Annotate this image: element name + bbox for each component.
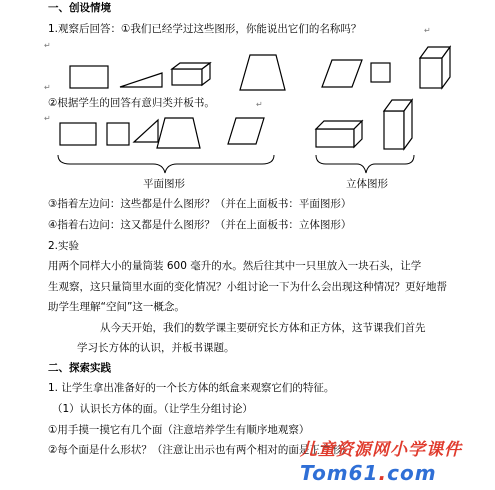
triangle-shape xyxy=(120,73,162,87)
experiment-line-5: 学习长方体的认识，并板书课题。 xyxy=(77,342,235,354)
paragraph-mark: ↵ xyxy=(44,114,51,123)
experiment-line-3: 助学生理解“空间”这一概念。 xyxy=(48,301,185,313)
question-2: ②根据学生的回答有意归类并板书。 xyxy=(48,97,215,109)
cuboid-shape xyxy=(172,63,210,85)
cube-shape xyxy=(420,47,450,88)
section2-line-1: 1. 让学生拿出准备好的一个长方体的纸盒来观察它们的特征。 xyxy=(48,382,335,394)
watermark-url-dot: . xyxy=(378,461,388,485)
plane-figures-label: 平面图形 xyxy=(143,178,185,190)
question-3: ③指着左边问：这些都是什么图形？（并在上面板书：平面图形） xyxy=(48,198,352,210)
trapezoid-shape xyxy=(240,55,285,90)
question-1: 1.观察后回答：①我们已经学过这些图形，你能说出它们的名称吗？ xyxy=(48,23,362,35)
question-4: ④指着右边问：这又都是什么图形？（并在上面板书：立体图形） xyxy=(48,219,352,231)
section2-line-2: （1）认识长方体的面。（让学生分组讨论） xyxy=(52,403,253,415)
trapezoid-shape xyxy=(157,118,200,148)
rectangle-shape xyxy=(70,66,108,88)
parallelogram-shape xyxy=(322,60,362,87)
paragraph-mark: ↵ xyxy=(256,100,263,109)
section2-line-4: ②每个面是什么形状？（注意让出示也有两个相对的面是正方形） xyxy=(48,444,352,456)
experiment-line-1: 用两个同样大小的量筒装 600 毫升的水。然后往其中一只里放入一块石头，让学 xyxy=(48,260,422,272)
plane-figures-brace xyxy=(58,155,274,173)
experiment-line-2: 生观察，这只量筒里水面的变化情况？小组讨论一下为什么会出现这种情况？更好地帮 xyxy=(48,281,447,293)
parallelogram-shape xyxy=(228,118,264,144)
paragraph-mark: ↵ xyxy=(44,41,51,50)
square-shape xyxy=(107,123,129,145)
solid-figures-brace xyxy=(316,155,414,173)
watermark-url-tld: com xyxy=(387,461,437,485)
square-shape xyxy=(371,63,390,82)
watermark-url-name: Tom61 xyxy=(300,461,379,485)
section2-title: 二、探索实践 xyxy=(48,362,111,374)
paragraph-mark: ↵ xyxy=(44,83,51,92)
triangle-shape xyxy=(134,120,158,142)
section2-line-3: ①用手摸一摸它有几个面（注意培养学生有顺序地观察） xyxy=(48,424,310,436)
experiment-title: 2.实验 xyxy=(48,240,80,252)
cube-shape xyxy=(384,100,412,149)
cuboid-shape xyxy=(316,121,362,147)
experiment-line-4: 从今天开始，我们的数学课主要研究长方体和正方体，这节课我们首先 xyxy=(100,322,426,334)
paragraph-mark: ↵ xyxy=(424,26,431,35)
watermark-url xyxy=(300,462,437,485)
section1-title: 一、创设情境 xyxy=(48,2,111,14)
solid-figures-label: 立体图形 xyxy=(346,178,388,190)
watermark-title: 儿童资源网小学课件 xyxy=(300,440,462,460)
rectangle-shape xyxy=(60,123,96,145)
